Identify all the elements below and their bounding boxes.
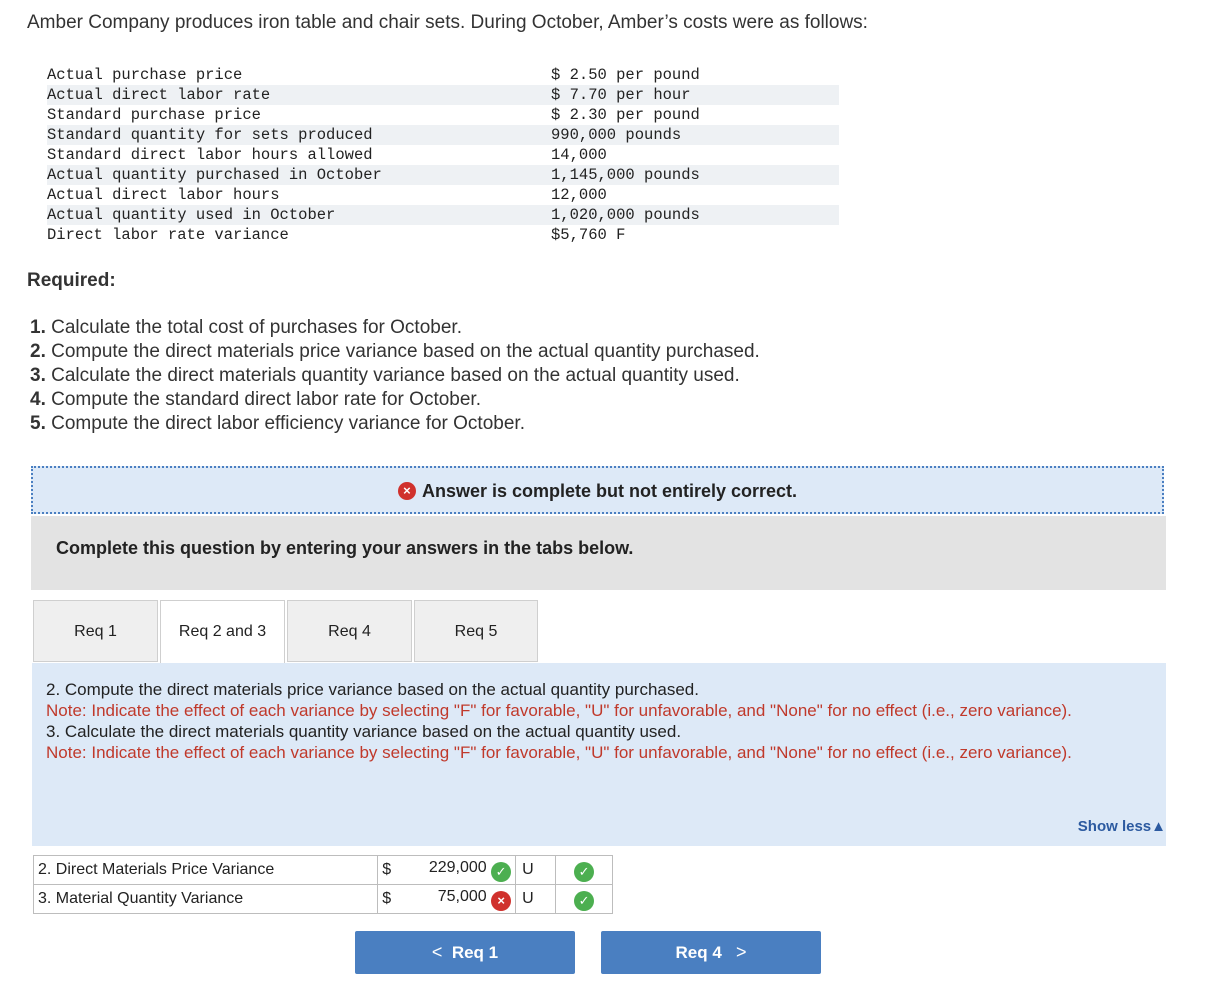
check-icon: ✓ [491, 862, 511, 882]
instruction-header-text: Complete this question by entering your answers in the tabs below. [56, 538, 634, 558]
cost-value: $5,760 F [551, 226, 626, 244]
instruction-note: Note: Indicate the effect of each variance by selecting "F" for favorable, "U" for unfavorable, and "None" for no effect (i.e., zero variance). [46, 743, 1072, 762]
cost-row [47, 125, 839, 145]
show-less-link[interactable] [1078, 818, 1166, 835]
amount-value: 75,000 [437, 887, 487, 905]
cost-label: Actual quantity used in October [47, 206, 336, 224]
amount-input[interactable] [396, 885, 516, 914]
cost-row [47, 105, 839, 125]
answer-status-text: Answer is complete but not entirely correct. [421, 481, 798, 501]
tab-req-2-and-3[interactable]: Req 2 and 3 [160, 600, 285, 664]
required-item-number: 4. [30, 389, 46, 410]
currency-symbol: $ [378, 885, 396, 914]
answer-row-label: 3. Material Quantity Variance [34, 885, 378, 914]
cost-value: 12,000 [551, 186, 607, 204]
tab-req-5[interactable]: Req 5 [414, 600, 538, 662]
required-item-text: Calculate the total cost of purchases for October. [51, 317, 462, 338]
answer-row-label: 2. Direct Materials Price Variance [34, 856, 378, 885]
cost-row [47, 65, 839, 85]
cross-icon: × [491, 891, 511, 911]
required-item-number: 2. [30, 341, 46, 362]
prev-tab-button[interactable] [355, 931, 575, 974]
instruction-note: Note: Indicate the effect of each variance by selecting "F" for favorable, "U" for unfavorable, and "None" for no effect (i.e., zero variance). [46, 701, 1072, 720]
cost-data-table [47, 65, 839, 245]
table-row [34, 885, 613, 914]
cost-row [47, 185, 839, 205]
amount-input[interactable] [396, 856, 516, 885]
cost-label: Standard quantity for sets produced [47, 126, 373, 144]
effect-status-cell [556, 885, 613, 914]
next-tab-button[interactable] [601, 931, 821, 974]
cost-label: Direct labor rate variance [47, 226, 289, 244]
amount-value: 229,000 [428, 858, 487, 876]
answer-table [33, 855, 613, 914]
cost-label: Standard direct labor hours allowed [47, 146, 373, 164]
required-list [30, 316, 760, 436]
problem-intro: Amber Company produces iron table and chair sets. During October, Amber’s costs were as follows: [27, 12, 868, 33]
cost-label: Standard purchase price [47, 106, 261, 124]
effect-status-cell [556, 856, 613, 885]
answer-status-banner [31, 466, 1164, 514]
answer-status-message [33, 481, 1162, 502]
cost-label: Actual direct labor hours [47, 186, 280, 204]
effect-select[interactable]: U [516, 856, 556, 885]
triangle-up-icon: ▲ [1151, 818, 1166, 835]
required-item-text: Calculate the direct materials quantity variance based on the actual quantity used. [51, 365, 740, 386]
required-item [30, 316, 760, 340]
cost-row [47, 225, 839, 245]
cost-value: $ 2.50 per pound [551, 66, 700, 84]
required-item [30, 340, 760, 364]
required-item [30, 364, 760, 388]
instruction-header [31, 516, 1166, 590]
cost-value: $ 7.70 per hour [551, 86, 691, 104]
cost-value: 1,145,000 pounds [551, 166, 700, 184]
cost-row [47, 165, 839, 185]
required-item-text: Compute the direct materials price variance based on the actual quantity purchased. [51, 341, 760, 362]
required-item-number: 3. [30, 365, 46, 386]
tab-instructions-panel [32, 663, 1166, 846]
cost-row [47, 145, 839, 165]
cost-row [47, 85, 839, 105]
currency-symbol: $ [378, 856, 396, 885]
required-item-text: Compute the direct labor efficiency variance for October. [51, 413, 525, 434]
required-item [30, 388, 760, 412]
required-item [30, 412, 760, 436]
cost-value: 14,000 [551, 146, 607, 164]
cost-row [47, 205, 839, 225]
instruction-req-2: 2. Compute the direct materials price variance based on the actual quantity purchased. [46, 680, 699, 699]
chevron-right-icon: > [735, 942, 747, 962]
required-item-text: Compute the standard direct labor rate for October. [51, 389, 481, 410]
required-item-number: 5. [30, 413, 46, 434]
show-less-label: Show less [1077, 818, 1152, 835]
check-icon: ✓ [574, 891, 594, 911]
prev-tab-label: Req 1 [451, 943, 499, 962]
cost-value: $ 2.30 per pound [551, 106, 700, 124]
cost-label: Actual purchase price [47, 66, 243, 84]
cost-label: Actual quantity purchased in October [47, 166, 382, 184]
chevron-left-icon: < [431, 942, 443, 962]
error-icon: × [398, 482, 416, 500]
cost-value: 990,000 pounds [551, 126, 682, 144]
cost-label: Actual direct labor rate [47, 86, 271, 104]
next-tab-label: Req 4 [675, 943, 722, 962]
tab-req-1[interactable]: Req 1 [33, 600, 158, 662]
tab-req-4[interactable]: Req 4 [287, 600, 412, 662]
required-item-number: 1. [30, 317, 46, 338]
cost-value: 1,020,000 pounds [551, 206, 700, 224]
effect-select[interactable]: U [516, 885, 556, 914]
instruction-req-3: 3. Calculate the direct materials quantity variance based on the actual quantity used. [46, 722, 682, 741]
table-row [34, 856, 613, 885]
required-heading: Required: [27, 270, 116, 291]
check-icon: ✓ [574, 862, 594, 882]
